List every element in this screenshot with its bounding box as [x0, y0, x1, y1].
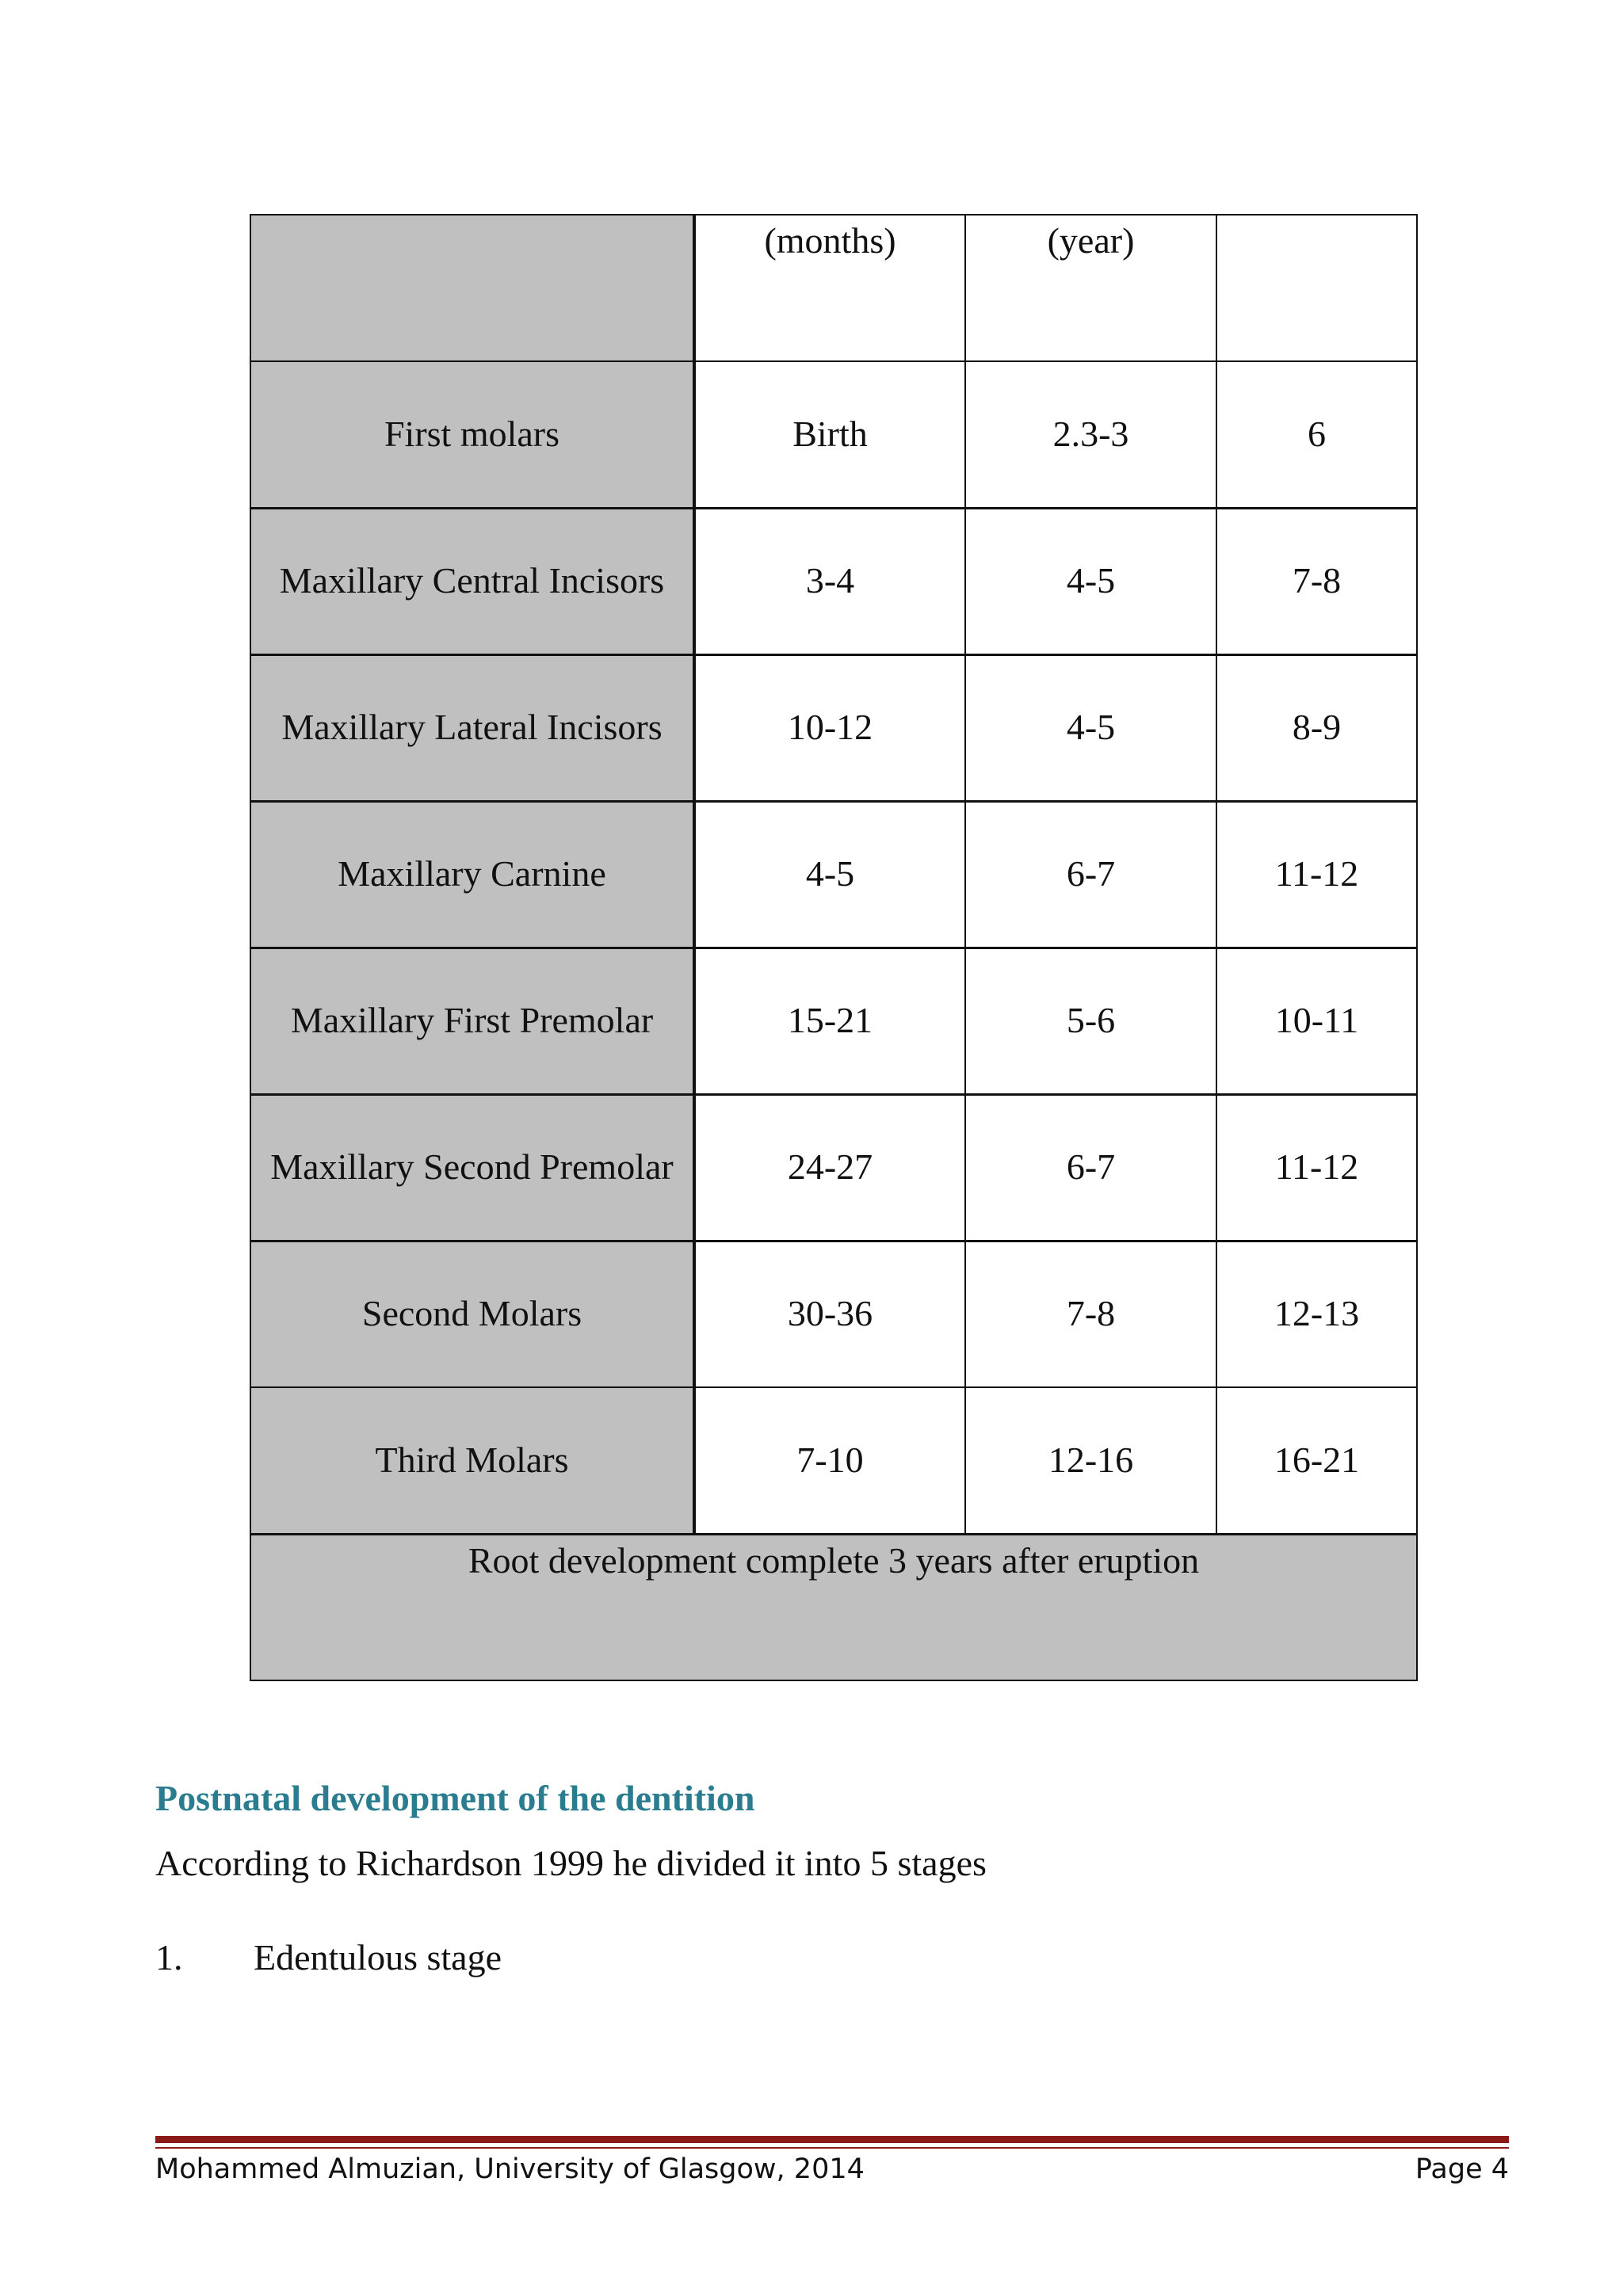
table-cell: 11-12 — [1216, 1094, 1417, 1241]
tooth-name-cell: Maxillary Second Premolar — [250, 1094, 694, 1241]
table-cell: 12-13 — [1216, 1241, 1417, 1387]
table-cell: 5-6 — [965, 948, 1216, 1094]
tooth-name-cell: Second Molars — [250, 1241, 694, 1387]
table-cell: 6-7 — [965, 1094, 1216, 1241]
table-row — [250, 361, 1417, 508]
table-row — [250, 948, 1417, 1094]
section-paragraph: According to Richardson 1999 he divided it into 5 stages — [155, 1843, 987, 1883]
list-item-number: 1. — [155, 1937, 183, 1978]
table-cell: 4-5 — [965, 508, 1216, 654]
table-cell: 12-16 — [965, 1387, 1216, 1534]
table-footer-row — [250, 1534, 1417, 1680]
table-header-cell: (months) — [694, 215, 965, 361]
table-cell: 24-27 — [694, 1094, 965, 1241]
table-cell: 6 — [1216, 361, 1417, 508]
table-cell: 30-36 — [694, 1241, 965, 1387]
list-item-text: Edentulous stage — [254, 1937, 502, 1978]
table-cell: 2.3-3 — [965, 361, 1216, 508]
table-row — [250, 1241, 1417, 1387]
table-cell: 7-8 — [1216, 508, 1417, 654]
table-row — [250, 1387, 1417, 1534]
footer-author: Mohammed Almuzian, University of Glasgow, 2014 — [155, 2153, 865, 2185]
table-cell: 8-9 — [1216, 654, 1417, 801]
table-cell: 7-8 — [965, 1241, 1216, 1387]
table-row — [250, 801, 1417, 948]
tooth-name-cell: First molars — [250, 361, 694, 508]
table-cell: 4-5 — [694, 801, 965, 948]
table-cell: 4-5 — [965, 654, 1216, 801]
table-cell: 6-7 — [965, 801, 1216, 948]
footer-divider-thick — [155, 2136, 1509, 2143]
table-cell: 11-12 — [1216, 801, 1417, 948]
list-item — [155, 1936, 502, 1978]
table-row — [250, 654, 1417, 801]
table-cell: 15-21 — [694, 948, 965, 1094]
tooth-name-cell: Maxillary Carnine — [250, 801, 694, 948]
table-cell: 7-10 — [694, 1387, 965, 1534]
tooth-name-cell: Maxillary First Premolar — [250, 948, 694, 1094]
table-row — [250, 1094, 1417, 1241]
table-header-cell: (year) — [965, 215, 1216, 361]
tooth-name-cell: Maxillary Central Incisors — [250, 508, 694, 654]
tooth-name-cell: Maxillary Lateral Incisors — [250, 654, 694, 801]
table-cell: 10-11 — [1216, 948, 1417, 1094]
table-footer-note: Root development complete 3 years after eruption — [250, 1534, 1417, 1680]
table-header-cell — [250, 215, 694, 361]
table-row — [250, 508, 1417, 654]
tooth-name-cell: Third Molars — [250, 1387, 694, 1534]
table-header-cell — [1216, 215, 1417, 361]
table-cell: 3-4 — [694, 508, 965, 654]
table-cell: 16-21 — [1216, 1387, 1417, 1534]
table-cell: 10-12 — [694, 654, 965, 801]
tooth-development-table — [250, 214, 1418, 1681]
section-heading: Postnatal development of the dentition — [155, 1778, 755, 1818]
table-header-row — [250, 215, 1417, 361]
footer-page-number: Page 4 — [1415, 2153, 1509, 2185]
footer-divider-thin — [155, 2147, 1509, 2149]
table-cell: Birth — [694, 361, 965, 508]
